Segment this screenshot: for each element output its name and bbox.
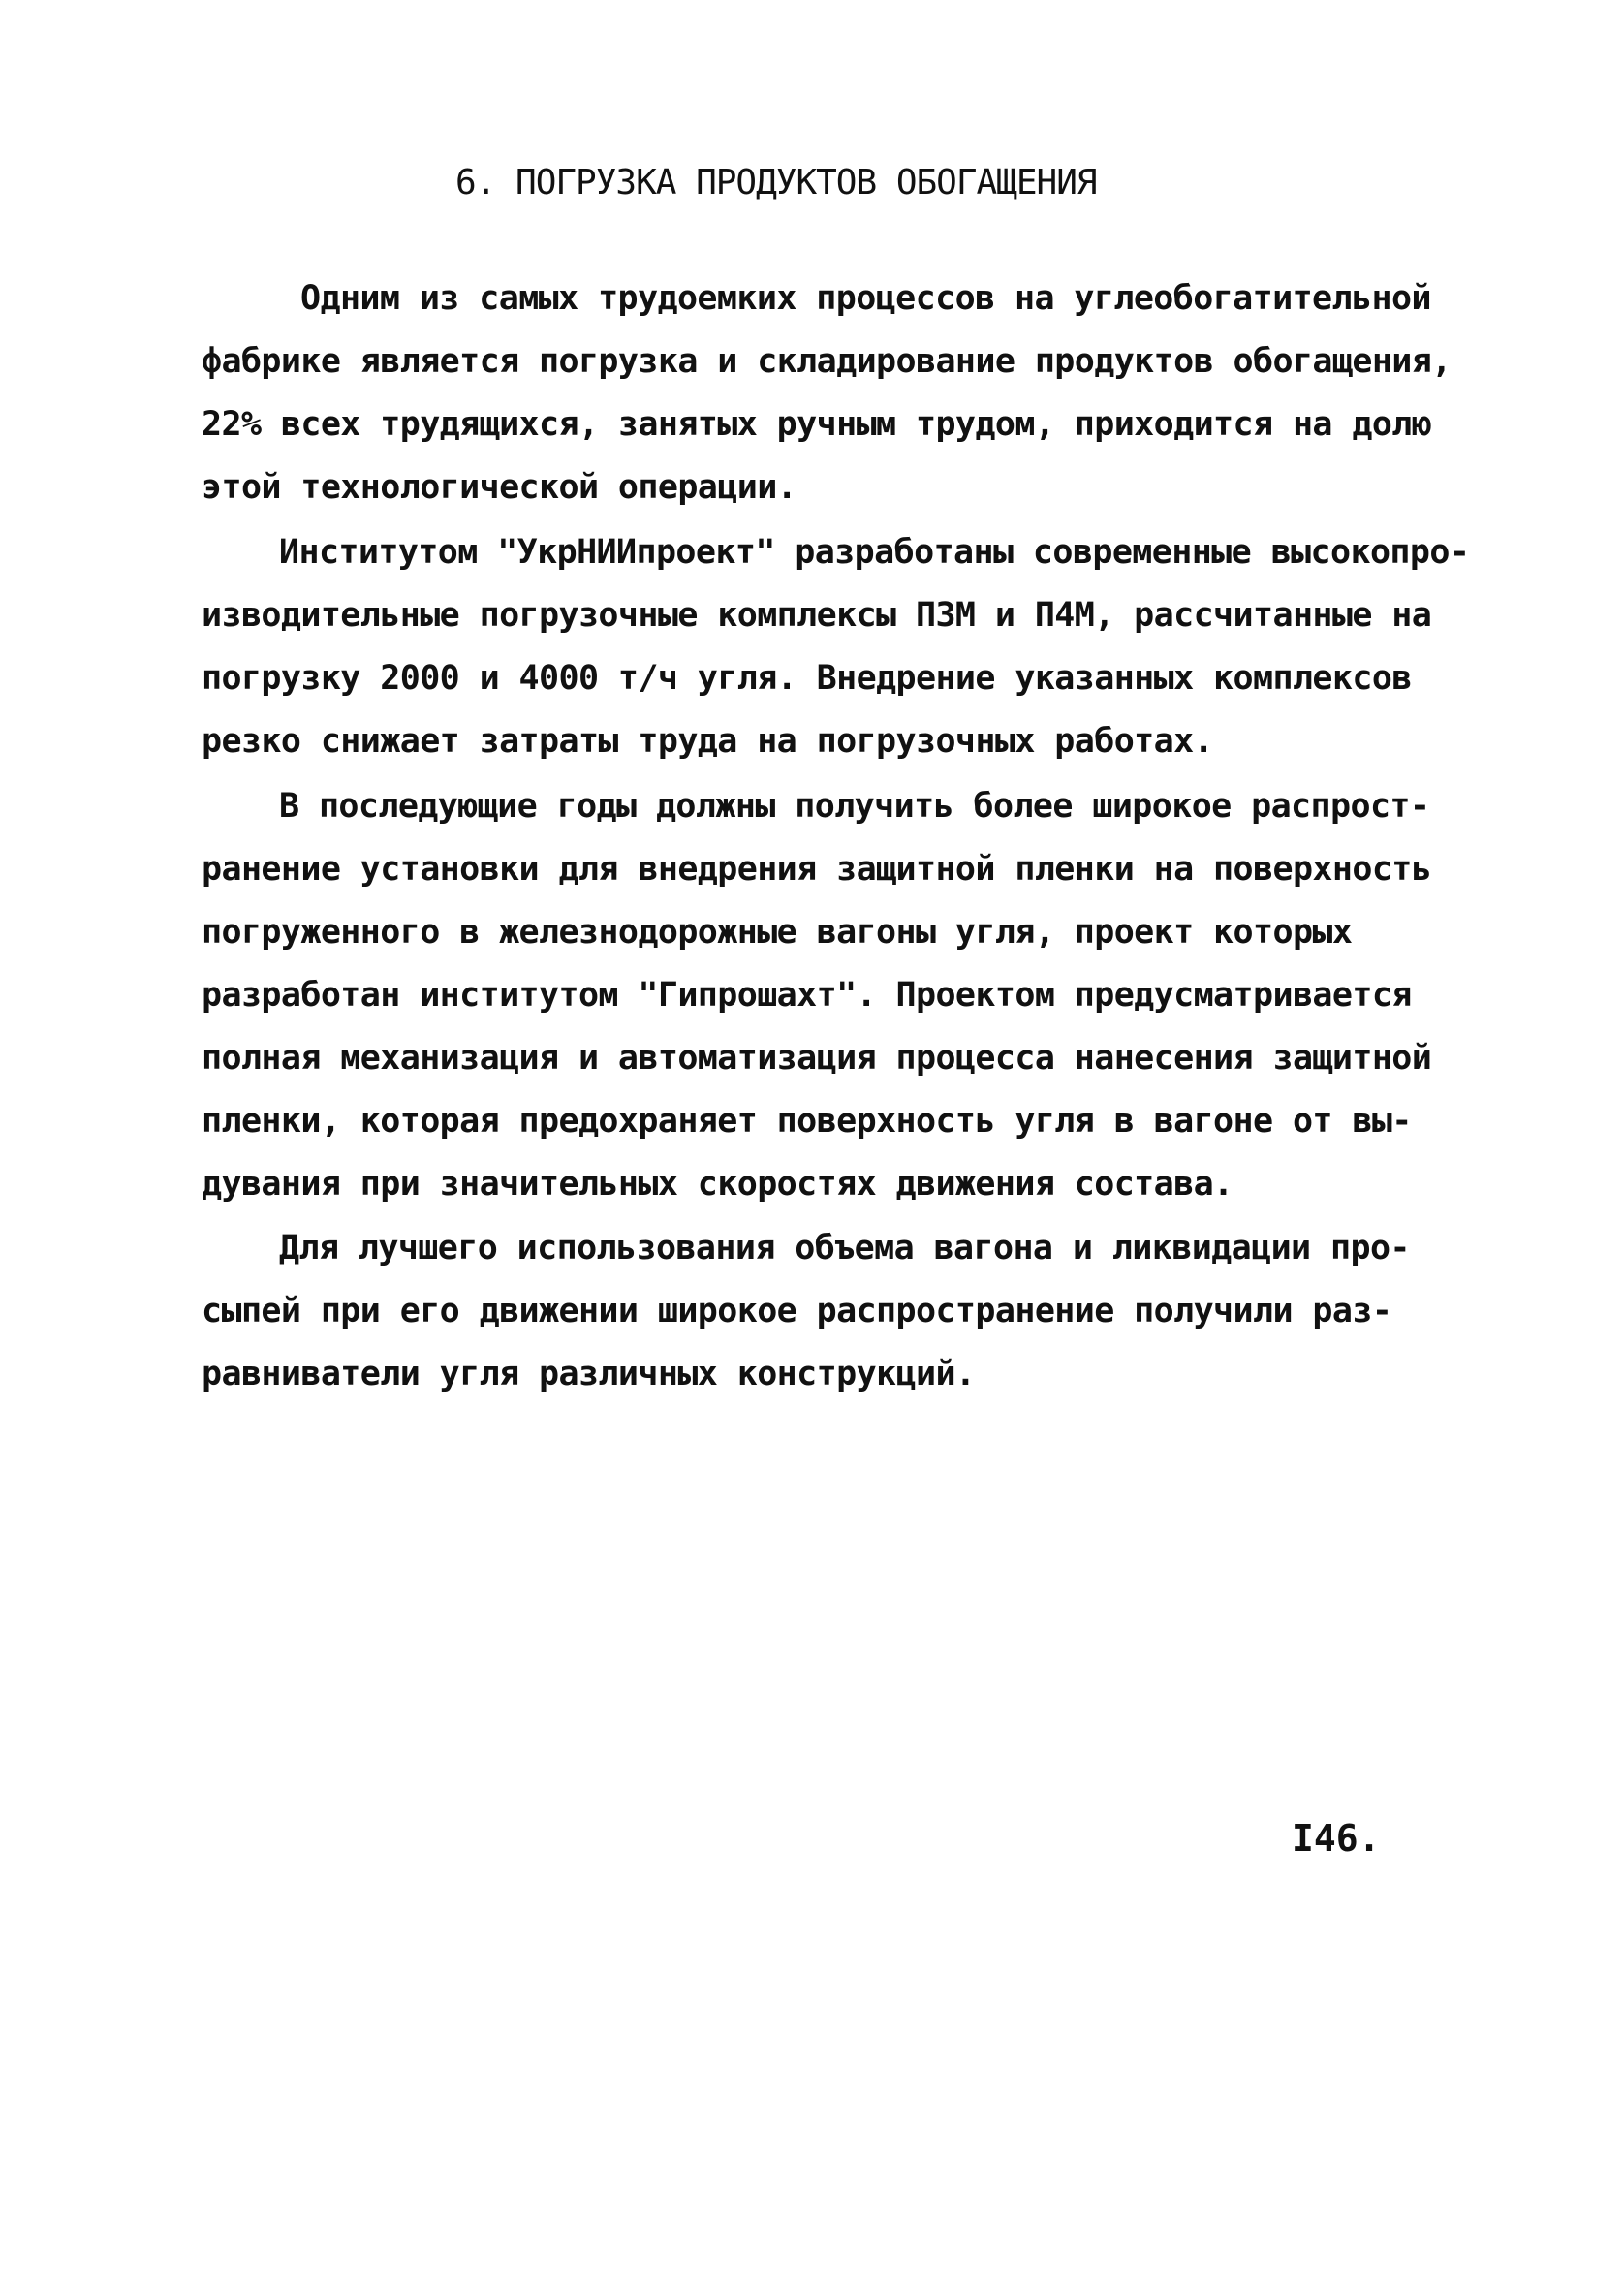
paragraph-3-line-1: В последующие годы должны получить более широкое распрост- (279, 787, 1430, 826)
paragraph-1-line-4: этой технологической операции. (202, 468, 797, 507)
paragraph-3-line-6: пленки, которая предохраняет поверхность угля в вагоне от вы- (202, 1102, 1412, 1141)
paragraph-2-line-3: погрузку 2000 и 4000 т/ч угля. Внедрение указанных комплексов (202, 659, 1412, 698)
paragraph-4-line-1: Для лучшего использования объема вагона и ликвидации про- (279, 1229, 1410, 1268)
paragraph-2-line-4: резко снижает затраты труда на погрузочных работах. (202, 722, 1214, 761)
paragraph-1-line-1: Одним из самых трудоемких процессов на углеобогатительной (300, 279, 1431, 318)
page-number: I46. (1292, 1817, 1381, 1860)
paragraph-3-line-4: разработан институтом "Гипрошахт". Проектом предусматривается (202, 976, 1412, 1015)
paragraph-2-line-1: Институтом "УкрНИИпроект" разработаны современные высокопро- (279, 533, 1470, 572)
paragraph-1-line-3: 22% всех трудящихся, занятых ручным трудом, приходится на долю (202, 405, 1432, 444)
paragraph-1-line-2: фабрике является погрузка и складирование продуктов обогащения, (202, 342, 1452, 381)
paragraph-2-line-2: изводительные погрузочные комплексы П3М и П4М, рассчитанные на (202, 596, 1432, 635)
section-heading: 6. ПОГРУЗКА ПРОДУКТОВ ОБОГАЩЕНИЯ (455, 163, 1097, 203)
paragraph-4-line-3: равниватели угля различных конструкций. (202, 1355, 976, 1394)
paragraph-3-line-5: полная механизация и автоматизация процесса нанесения защитной (202, 1039, 1432, 1078)
paragraph-4-line-2: сыпей при его движении широкое распространение получили раз- (202, 1292, 1392, 1331)
paragraph-3-line-7: дувания при значительных скоростях движения состава. (202, 1165, 1234, 1204)
paragraph-3-line-3: погруженного в железнодорожные вагоны угля, проект которых (202, 913, 1353, 952)
paragraph-3-line-2: ранение установки для внедрения защитной пленки на поверхность (202, 850, 1432, 889)
